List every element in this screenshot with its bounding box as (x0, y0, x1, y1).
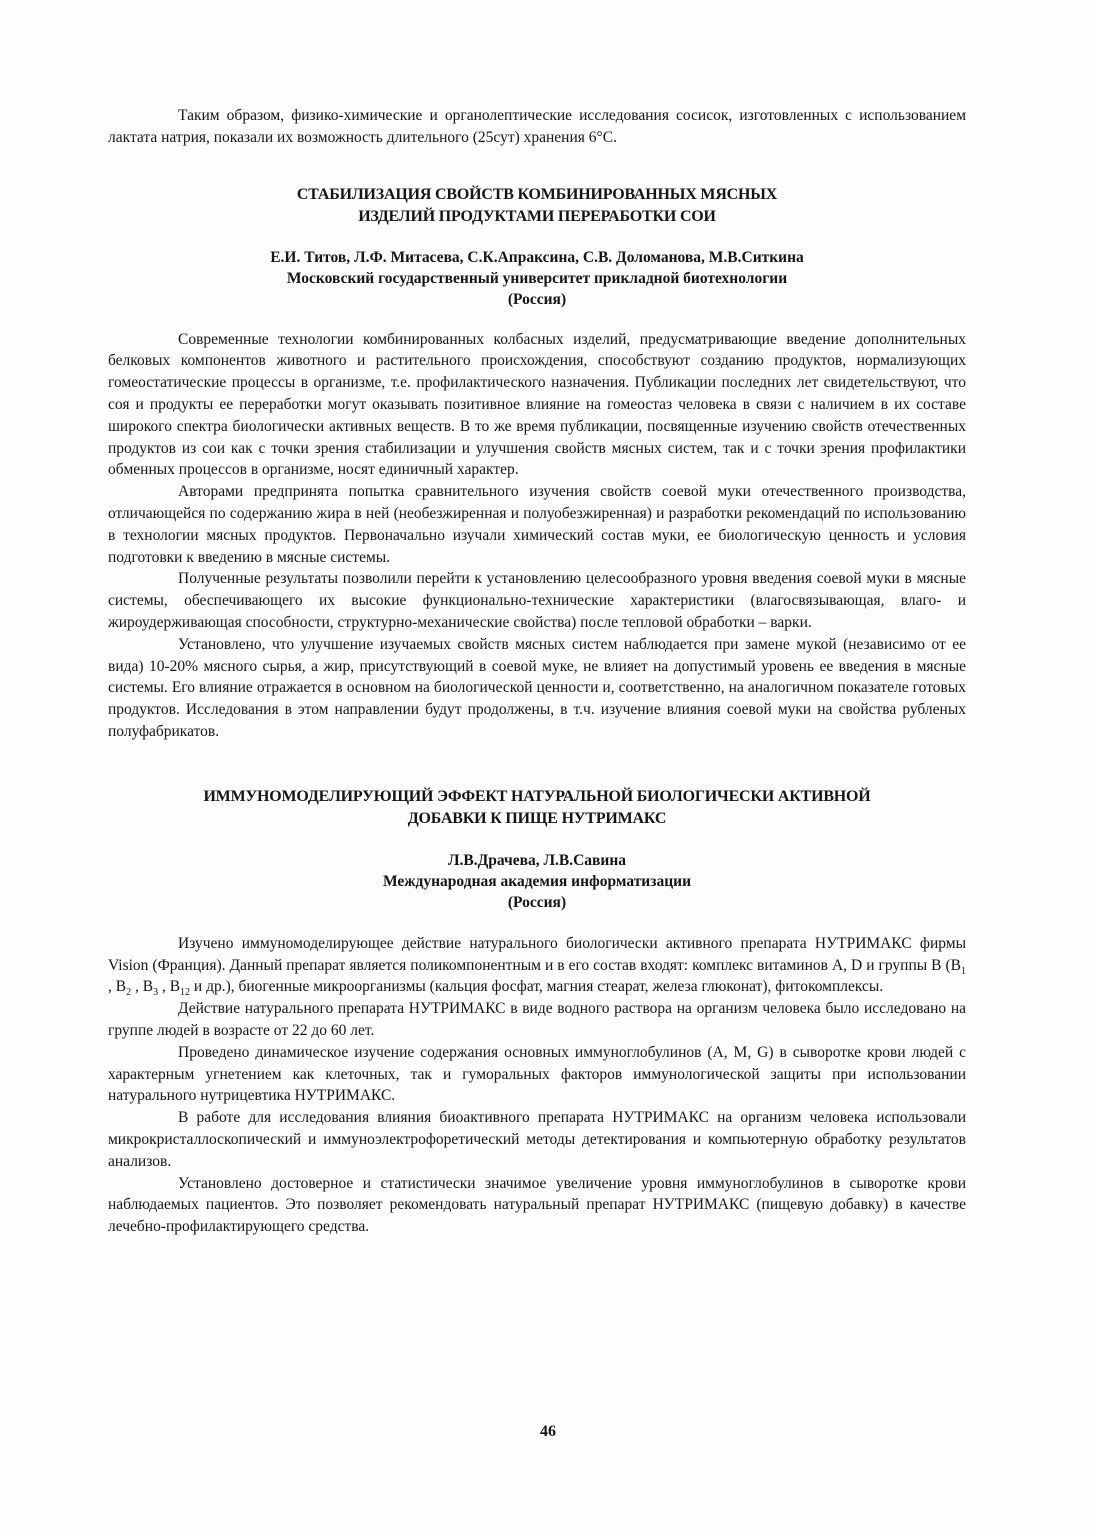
article1-authors: Е.И. Титов, Л.Ф. Митасева, С.К.Апраксина, С.В. Доломанова, М.В.Ситкина (270, 248, 804, 266)
article2-title (108, 786, 966, 830)
article2-title-line1: ИММУНОМОДЕЛИРУЮЩИЙ ЭФФЕКТ НАТУРАЛЬНОЙ БИОЛОГИЧЕСКИ АКТИВНОЙ (203, 787, 871, 805)
article1-body (108, 329, 966, 743)
article1-byline (108, 247, 966, 310)
article2-title-line2: ДОБАВКИ К ПИЩЕ НУТРИМАКС (407, 809, 667, 827)
subscript-b1: 1 (961, 965, 966, 977)
page-number: 46 (540, 1423, 556, 1440)
separator-2: , В (131, 978, 154, 996)
separator-1: , В (108, 978, 127, 996)
article1-paragraph-1: Современные технологии комбинированных колбасных изделий, предусматривающие введение дополнительных белковых компонентов животного и растительного происхождения, способствуют созданию продуктов, нормализующих гомеостатические процессы в организме, т.е. профилактического назначения. Публикации последних лет свидетельствуют, что соя и продукты ее переработки могут оказывать позитивное влияние на гомеостаз человека в связи с наличием в их составе широкого спектра биологически активных веществ. В то же время публикации, посвященные изучению свойств отечественных продуктов из сои как с точки зрения стабилизации и улучшения свойств мясных систем, так и с точки зрения профилактики обменных процессов в организме, носят единичный характер. (108, 330, 966, 479)
article2-p1-before: Изучено иммуномоделирующее действие натурального биологически активного препарата НУТРИМАКС фирмы Vision (Франция). Данный препарат является поликомпонентным и в его состав входят: комплекс витаминов А, D и группы В (В (108, 934, 966, 974)
article2-paragraph-1 (108, 933, 966, 998)
article1-country: (Россия) (507, 290, 567, 308)
article2-authors: Л.В.Драчева, Л.В.Савина (447, 851, 627, 869)
article1-affiliation: Московский государственный университет прикладной биотехнологии (286, 269, 788, 287)
article2-paragraph-5: Установлено достоверное и статистически значимое увеличение уровня иммуноглобулинов в сыворотке крови наблюдаемых пациентов. Это позволяет рекомендовать натуральный препарат НУТРИМАКС (пищевую добавку) в качестве лечебно-профилактирующего средства. (108, 1174, 966, 1236)
subscript-b12: 12 (180, 987, 191, 999)
separator-3: , В (158, 978, 181, 996)
article1-paragraph-2: Авторами предпринята попытка сравнительного изучения свойств соевой муки отечественного производства, отличающейся по содержанию жира в ней (необезжиренная и полуобезжиренная) и разработки рекомендаций по использованию в технологии мясных продуктов. Первоначально изучали химический состав муки, ее биологическую ценность и условия подготовки к введению в мясные системы. (108, 483, 966, 566)
article1-title (108, 184, 966, 228)
article1-title-line2: ИЗДЕЛИЙ ПРОДУКТАМИ ПЕРЕРАБОТКИ СОИ (358, 207, 716, 225)
article2-p1-after: и др.), биогенные микроорганизмы (кальция фосфат, магния стеарат, железа глюконат), фитокомплексы. (190, 978, 884, 996)
article2-paragraph-2: Действие натурального препарата НУТРИМАКС в виде водного раствора на организм человека было исследовано на группе людей в возрасте от 22 до 60 лет. (108, 1000, 966, 1039)
intro-paragraph: Таким образом, физико-химические и органолептические исследования сосисок, изготовленных с использованием лактата натрия, показали их возможность длительного (25сут) хранения 6°С. (108, 107, 966, 146)
article2-affiliation: Международная академия информатизации (382, 872, 692, 890)
article2-paragraph-4: В работе для исследования влияния биоактивного препарата НУТРИМАКС на организм человека использовали микрокристаллоскопический и иммуноэлектрофоретический методы детектирования и компьютерную обработку результатов анализов. (108, 1109, 966, 1170)
article1-paragraph-4: Установлено, что улучшение изучаемых свойств мясных систем наблюдается при замене мукой (независимо от ее вида) 10-20% мясного сырья, а жир, присутствующий в соевой муке, не влияет на допустимый уровень ее введения в мясные системы. Его влияние отражается в основном на биологической ценности и, соответственно, на аналогичном показателе готовых продуктов. Исследования в этом направлении будут продолжены, в т.ч. изучение влияния соевой муки на свойства рубленых полуфабрикатов. (108, 635, 966, 740)
article2-byline (108, 850, 966, 913)
page-content (108, 105, 966, 1238)
subscript-b3: 3 (153, 987, 159, 999)
article2-body (108, 933, 966, 1238)
article2-country: (Россия) (507, 893, 567, 911)
article1-title-line1: СТАБИЛИЗАЦИЯ СВОЙСТВ КОМБИНИРОВАННЫХ МЯСНЫХ (296, 185, 778, 203)
article1-paragraph-3: Полученные результаты позволили перейти к установлению целесообразного уровня введения соевой муки в мясные системы, обеспечивающего их высокие функционально-технические характеристики (влагосвязывающая, влаго- и жироудерживающая способности, структурно-механические свойства) после тепловой обработки – варки. (108, 570, 966, 631)
article2-paragraph-3: Проведено динамическое изучение содержания основных иммуноглобулинов (А, М, G) в сыворотке крови людей с характерным угнетением как клеточных, так и гуморальных факторов иммунологической защиты при использовании натурального нутрицевтика НУТРИМАКС. (108, 1043, 966, 1105)
subscript-b2: 2 (126, 987, 132, 999)
